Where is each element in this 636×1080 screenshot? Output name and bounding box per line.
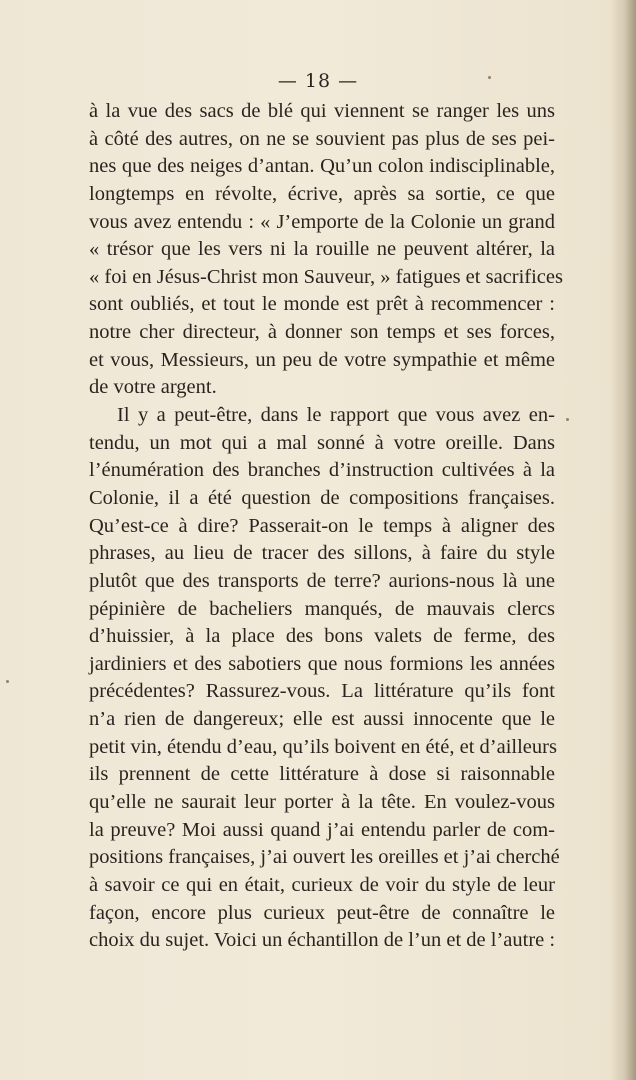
- text-line: à côté des autres, on ne se souvient pas plus de ses pei-: [89, 127, 555, 150]
- text-line: l’énumération des branches d’instruction cultivées à la: [89, 459, 555, 482]
- text-line: précédentes? Rassurez-vous. La littérature qu’ils font: [89, 680, 555, 703]
- text-line: notre cher directeur, à donner son temps et ses forces,: [89, 321, 555, 344]
- text-line: positions françaises, j’ai ouvert les oreilles et j’ai cherché: [89, 846, 560, 869]
- paragraph-start-line: Il y a peut-être, dans le rapport que vous avez en-: [117, 404, 555, 427]
- text-line: sont oubliés, et tout le monde est prêt à recommencer :: [89, 293, 555, 316]
- text-line: à savoir ce qui en était, curieux de voir du style de leur: [89, 873, 555, 896]
- text-line: « foi en Jésus-Christ mon Sauveur, » fatigues et sacrifices: [89, 265, 563, 288]
- text-line: tendu, un mot qui a mal sonné à votre oreille. Dans: [89, 431, 555, 454]
- text-line: et vous, Messieurs, un peu de votre sympathie et même: [89, 348, 555, 371]
- paper-speck: [566, 418, 569, 421]
- text-line: pépinière de bacheliers manqués, de mauvais clercs: [89, 597, 555, 620]
- text-line: « trésor que les vers ni la rouille ne peuvent altérer, la: [89, 238, 555, 261]
- page-edge-shadow: [610, 0, 636, 1080]
- paper-speck: [6, 680, 9, 683]
- text-line: phrases, au lieu de tracer des sillons, à faire du style: [89, 542, 555, 565]
- text-line: petit vin, étendu d’eau, qu’ils boivent en été, et d’ailleurs: [89, 735, 557, 758]
- text-line: vous avez entendu : « J’emporte de la Colonie un grand: [89, 210, 555, 233]
- text-line: qu’elle ne saurait leur porter à la tête. En voulez-vous: [89, 791, 555, 814]
- paragraph-end-line: de votre argent.: [89, 376, 217, 399]
- body-text: [89, 98, 563, 955]
- text-line: longtemps en révolte, écrive, après sa sortie, ce que: [89, 182, 555, 205]
- text-line: façon, encore plus curieux peut-être de connaître le: [89, 901, 555, 924]
- text-line: choix du sujet. Voici un échantillon de l’un et de l’autre :: [89, 929, 556, 952]
- text-line: jardiniers et des sabotiers que nous formions les années: [89, 652, 555, 675]
- text-line: nes que des neiges d’antan. Qu’un colon indisciplinable,: [89, 155, 555, 178]
- text-line: plutôt que des transports de terre? aurions-nous là une: [89, 569, 555, 592]
- paper-speck: [488, 76, 491, 79]
- text-line: Colonie, il a été question de compositions françaises.: [89, 486, 555, 509]
- text-line: à la vue des sacs de blé qui viennent se ranger les uns: [89, 100, 555, 122]
- page-number: — 18 —: [277, 70, 359, 92]
- text-line: n’a rien de dangereux; elle est aussi innocente que le: [89, 708, 555, 731]
- text-line: ils prennent de cette littérature à dose si raisonnable: [89, 763, 555, 786]
- text-line: Qu’est-ce à dire? Passerait-on le temps à aligner des: [89, 514, 555, 537]
- text-line: la preuve? Moi aussi quand j’ai entendu parler de com-: [89, 818, 555, 841]
- text-line: d’huissier, à la place des bons valets de ferme, des: [89, 625, 555, 648]
